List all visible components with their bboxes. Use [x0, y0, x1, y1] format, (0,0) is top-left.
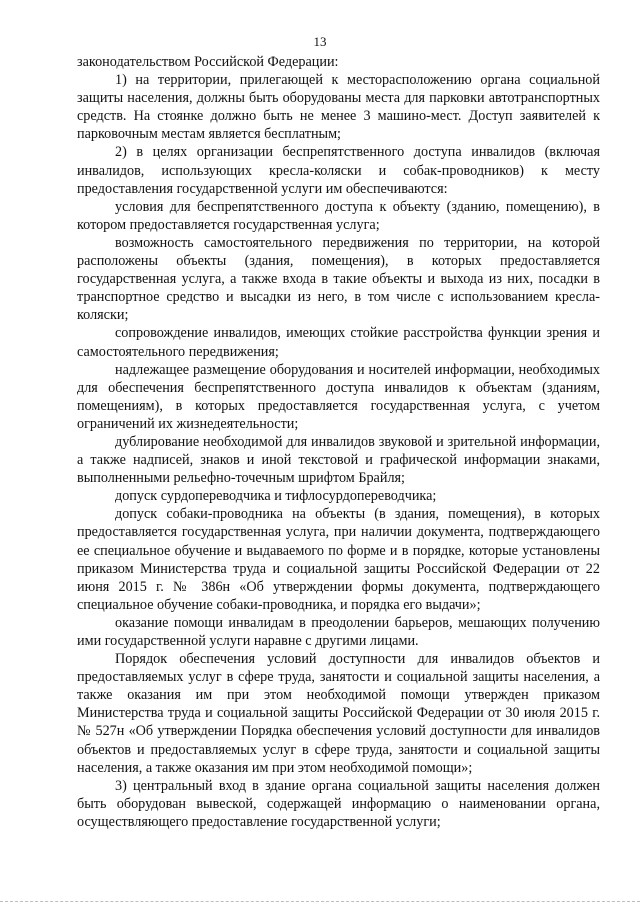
- paragraph-parking: 1) на территории, прилегающей к месторасположению органа социальной защиты населения, должны быть оборудованы места для парковки автотранспортных средств. На стоянке должно быть не менее 3 машино-мест. Доступ заявителей к парковочным местам является бесплатным;: [77, 72, 600, 143]
- paragraph-equipment-placement: надлежащее размещение оборудования и носителей информации, необходимых для обеспечения беспрепятственного доступа инвалидов к объектам (зданиям, помещениям), в которых предоставляется государственная услуга, с учетом ограничений их жизнедеятельности;: [77, 361, 600, 432]
- paragraph-escort: сопровождение инвалидов, имеющих стойкие расстройства функции зрения и самостоятельного передвижения;: [77, 325, 600, 360]
- paragraph-movement: возможность самостоятельного передвижения по территории, на которой расположены объекты (здания, помещения), в которых предоставляется государственная услуга, а также входа в такие объекты и выхода из них, посадки в транспортное средство и высадки из него, в том числе с использованием кресла-коляски;: [77, 234, 600, 324]
- paragraph-access-to-object: условия для беспрепятственного доступа к объекту (зданию, помещению), в котором предоставляется государственная услуга;: [77, 198, 600, 233]
- paragraph-entrance-sign: 3) центральный вход в здание органа социальной защиты населения должен быть оборудован вывеской, содержащей информацию о наименовании органа, осуществляющего предоставление государственной услуги;: [77, 777, 600, 830]
- paragraph-continuation: законодательством Российской Федерации:: [77, 54, 339, 70]
- paragraph-braille-duplication: дублирование необходимой для инвалидов звуковой и зрительной информации, а также надписей, знаков и иной текстовой и графической информации знаками, выполненными рельефно-точечным шрифтом Брайля;: [77, 433, 600, 487]
- paragraph-guide-dog: допуск собаки-проводника на объекты (в здания, помещения), в которых предоставляется государственная услуга, при наличии документа, подтверждающего ее специальное обучение и выдаваемого по форме и в порядке, которые установлены приказом Министерства труда и социальной защиты Российской Федерации от 22 июня 2015 г. № 386н «Об утверждении формы документа, подтверждающего специальное обучение собаки-проводника, и порядка его выдачи»;: [77, 506, 600, 613]
- paragraph-sign-interpreter: допуск сурдопереводчика и тифлосурдопереводчика;: [115, 488, 437, 505]
- paragraph-barrier-help: оказание помощи инвалидам в преодолении барьеров, мешающих получению ими государственной услуги наравне с другими лицами.: [77, 614, 600, 649]
- page-number: 13: [313, 34, 327, 49]
- paragraph-access-conditions: 2) в целях организации беспрепятственного доступа инвалидов (включая инвалидов, использующих кресла-коляски и собак-проводников) к месту предоставления государственной услуги им обеспечиваются:: [77, 144, 600, 197]
- document-body: [77, 53, 600, 831]
- paragraph-accessibility-order: Порядок обеспечения условий доступности для инвалидов объектов и предоставляемых услуг в сфере труда, занятости и социальной защиты населения, а также оказания им при этом необходимой помощи утвержден приказом Министерства труда и социальной защиты Российской Федерации от 30 июля 2015 г. № 527н «Об утверждении Порядка обеспечения условий доступности для инвалидов объектов и предоставляемых услуг в сфере труда, занятости и социальной защиты населения, а также оказания им при этом необходимой помощи»;: [77, 651, 600, 776]
- scan-edge-line: [0, 901, 640, 902]
